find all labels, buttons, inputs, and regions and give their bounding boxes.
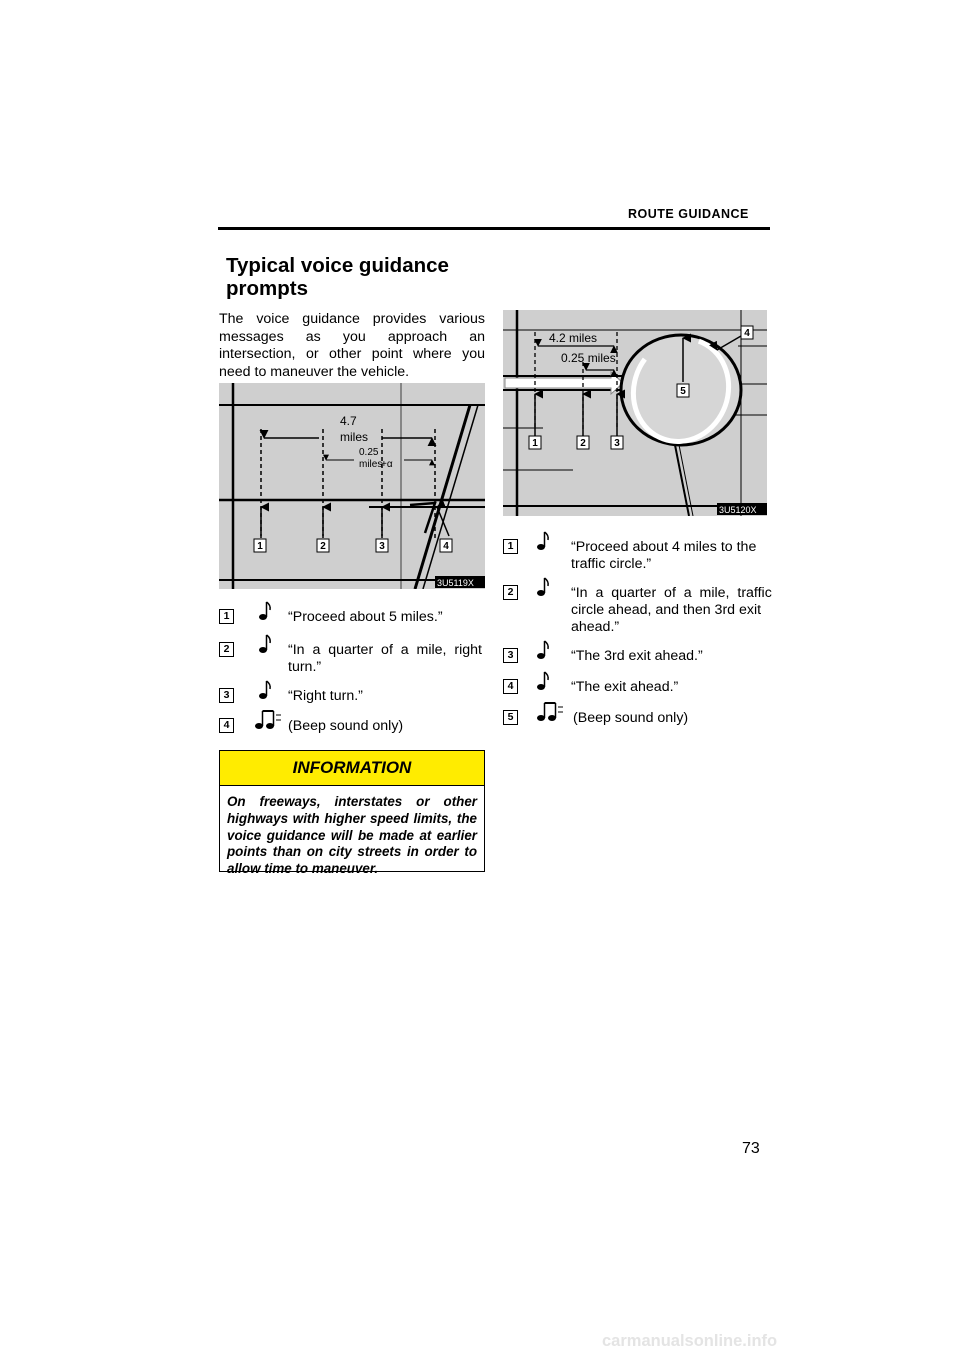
prompt-text: “Proceed about 5 miles.” xyxy=(288,609,443,625)
double-note-icon xyxy=(535,701,565,723)
prompt-text: “The 3rd exit ahead.” xyxy=(571,648,703,664)
alpha-label: +α xyxy=(381,459,393,470)
prompt-text-line-1: “In a quarter of a mile, traffic xyxy=(571,585,772,601)
prompt-text: (Beep sound only) xyxy=(288,718,404,734)
prompt-number: 2 xyxy=(503,585,518,600)
prompt-text: (Beep sound only) xyxy=(573,710,689,726)
prompt-number: 3 xyxy=(219,688,234,703)
figure-right-marker-2: 2 xyxy=(580,438,586,449)
figure-right-code: 3U5120X xyxy=(719,505,757,515)
distance-short-label: 0.25 miles xyxy=(561,351,616,365)
prompt-text-line-2: circle ahead, and then 3rd exit xyxy=(571,602,762,618)
figure-right-marker-5: 5 xyxy=(680,386,686,397)
prompt-left-1 xyxy=(219,609,485,629)
prompt-number: 5 xyxy=(503,710,518,725)
prompt-right-2 xyxy=(503,585,772,639)
footer-watermark: carmanualsonline.info xyxy=(602,1332,778,1350)
prompt-text-line-1: “In a quarter of a mile, right xyxy=(288,642,482,658)
section-title-line-2: prompts xyxy=(226,277,308,300)
prompt-text-line-3: ahead.” xyxy=(571,619,620,635)
figure-left-marker-4: 4 xyxy=(443,541,449,552)
information-box xyxy=(219,750,485,877)
prompt-number: 4 xyxy=(219,718,234,733)
prompt-number: 2 xyxy=(219,642,234,657)
figure-right-marker-3: 3 xyxy=(614,438,620,449)
figure-left-marker-3: 3 xyxy=(379,541,385,552)
distance-long-unit: miles xyxy=(340,430,369,444)
single-note-icon xyxy=(534,670,556,692)
distance-long-label: 4.2 miles xyxy=(549,331,598,345)
single-note-icon xyxy=(534,639,556,661)
page-number: 73 xyxy=(742,1140,760,1157)
single-note-icon xyxy=(534,576,556,598)
figure-left-marker-1: 1 xyxy=(257,541,263,552)
figure-right-diagram xyxy=(503,310,767,516)
prompt-number: 3 xyxy=(503,648,518,663)
section-header-label: ROUTE GUIDANCE xyxy=(628,207,749,221)
distance-short-unit: miles xyxy=(359,459,383,470)
prompt-text: “The exit ahead.” xyxy=(571,679,679,695)
single-note-icon xyxy=(256,679,278,701)
figure-left xyxy=(219,383,485,589)
prompt-left-2 xyxy=(219,642,485,678)
double-note-icon xyxy=(253,709,283,731)
section-title-line-1: Typical voice guidance xyxy=(226,254,449,277)
single-note-icon xyxy=(256,600,278,622)
header-rule xyxy=(218,227,770,230)
figure-left-diagram xyxy=(219,383,485,589)
prompt-number: 1 xyxy=(503,539,518,554)
prompt-right-1 xyxy=(503,539,769,575)
prompt-text-line-1: “Proceed about 4 miles to the xyxy=(571,539,757,555)
single-note-icon xyxy=(256,633,278,655)
figure-left-code: 3U5119X xyxy=(437,578,474,588)
prompt-left-3 xyxy=(219,688,485,708)
prompt-right-5 xyxy=(503,710,769,730)
intro-paragraph: The voice guidance provides various messages as you approach an intersection, or other point where you need to maneuver the vehicle. xyxy=(219,311,485,380)
single-note-icon xyxy=(534,530,556,552)
figure-right xyxy=(503,310,767,516)
prompt-text-line-2: traffic circle.” xyxy=(571,556,652,572)
prompt-number: 1 xyxy=(219,609,234,624)
figure-left-marker-2: 2 xyxy=(320,541,326,552)
figure-right-marker-4: 4 xyxy=(744,328,750,339)
prompt-right-4 xyxy=(503,679,769,699)
figure-right-marker-1: 1 xyxy=(532,438,538,449)
prompt-number: 4 xyxy=(503,679,518,694)
information-heading: INFORMATION xyxy=(220,751,484,786)
distance-long-value: 4.7 xyxy=(340,414,357,428)
prompt-text: “Right turn.” xyxy=(288,688,363,704)
prompt-text-line-2: turn.” xyxy=(288,659,322,675)
information-text: On freeways, interstates or other highways with higher speed limits, the voice guidance will be made at earlier points than on city streets in order to allow time to maneuver. xyxy=(227,794,477,877)
prompt-left-4 xyxy=(219,718,485,738)
section-title xyxy=(226,254,486,300)
prompt-right-3 xyxy=(503,648,769,668)
distance-short-value: 0.25 xyxy=(359,447,379,458)
